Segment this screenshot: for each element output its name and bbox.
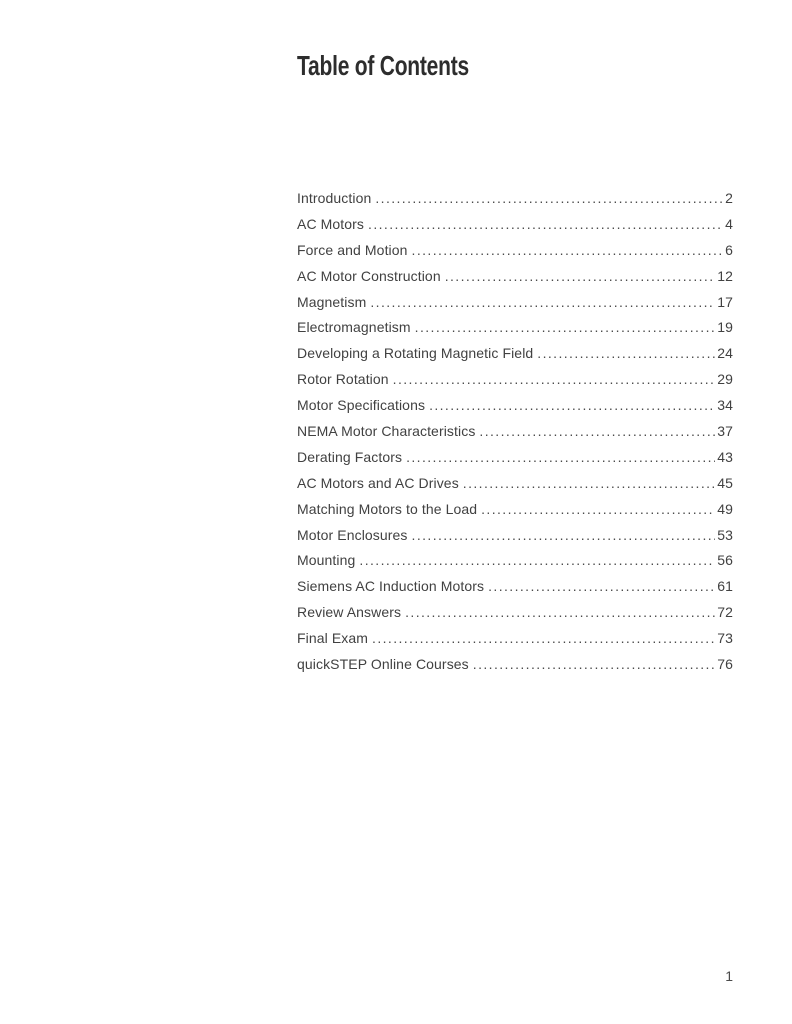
page-title: Table of Contents xyxy=(297,50,469,81)
toc-entry-title: Developing a Rotating Magnetic Field xyxy=(297,345,534,362)
dot-leader xyxy=(463,475,715,491)
toc-entry-title: Rotor Rotation xyxy=(297,371,389,388)
toc-entry-page: 72 xyxy=(717,604,733,621)
dot-leader xyxy=(445,268,716,284)
dot-leader xyxy=(488,578,715,594)
toc-entry-page: 2 xyxy=(725,190,733,206)
dot-leader xyxy=(479,423,715,439)
toc-entry-page: 34 xyxy=(717,397,733,414)
dot-leader xyxy=(368,216,723,232)
page-number: 1 xyxy=(725,968,733,984)
toc-entry-title: Motor Specifications xyxy=(297,397,426,414)
toc-entry-title: Force and Motion xyxy=(297,241,408,258)
toc-entry-page: 43 xyxy=(717,448,733,465)
dot-leader xyxy=(370,294,715,310)
toc-entry-title: Electromagnetism xyxy=(297,319,411,336)
toc-entry xyxy=(297,216,733,242)
dot-leader xyxy=(473,656,715,672)
dot-leader xyxy=(412,242,724,258)
toc-entry xyxy=(297,268,733,294)
dot-leader xyxy=(481,501,715,517)
dot-leader xyxy=(359,552,715,568)
dot-leader xyxy=(429,397,715,413)
toc-entry-title: Magnetism xyxy=(297,293,367,310)
toc-entry-page: 37 xyxy=(717,423,733,440)
toc-entry-title: Mounting xyxy=(297,552,356,569)
toc-entry xyxy=(297,397,733,423)
toc-entry-page: 17 xyxy=(717,293,733,310)
toc-entry-title: AC Motors and AC Drives xyxy=(297,474,459,491)
toc-entry-title: Final Exam xyxy=(297,630,369,647)
toc-entry-page: 19 xyxy=(717,319,733,336)
toc-entry-title: AC Motor Construction xyxy=(297,267,441,284)
toc-entry xyxy=(297,604,733,630)
toc-entry xyxy=(297,319,733,345)
toc-entry xyxy=(297,423,733,449)
toc-entry xyxy=(297,449,733,475)
toc-entry-page: 4 xyxy=(725,215,733,232)
toc-entry xyxy=(297,345,733,371)
toc-entry-title: AC Motors xyxy=(297,215,365,232)
dot-leader xyxy=(406,449,715,465)
toc-entry-page: 53 xyxy=(717,526,733,543)
toc-entry-page: 29 xyxy=(717,371,733,388)
toc-entry-page: 49 xyxy=(717,500,733,517)
toc-entry xyxy=(297,501,733,527)
toc-entry-page: 56 xyxy=(717,552,733,569)
toc-entry xyxy=(297,475,733,501)
toc-entry xyxy=(297,371,733,397)
toc-entry xyxy=(297,552,733,578)
toc-entry-page: 45 xyxy=(717,474,733,491)
toc-entry-page: 61 xyxy=(717,578,733,595)
toc-entry-title: Derating Factors xyxy=(297,448,403,465)
toc-entry xyxy=(297,630,733,656)
toc-entry-title: Siemens AC Induction Motors xyxy=(297,578,485,595)
toc-list xyxy=(297,190,733,682)
dot-leader xyxy=(415,319,716,335)
toc-entry-page: 73 xyxy=(717,630,733,647)
dot-leader xyxy=(412,527,716,543)
toc-entry-title: Motor Enclosures xyxy=(297,526,408,543)
dot-leader xyxy=(375,190,723,206)
toc-entry-title: NEMA Motor Characteristics xyxy=(297,423,476,440)
dot-leader xyxy=(537,345,715,361)
toc-entry xyxy=(297,656,733,682)
toc-entry xyxy=(297,578,733,604)
toc-entry-page: 24 xyxy=(717,345,733,362)
toc-entry xyxy=(297,190,733,216)
toc-entry-title: Matching Motors to the Load xyxy=(297,500,478,517)
dot-leader xyxy=(372,630,715,646)
toc-entry xyxy=(297,294,733,320)
toc-entry-page: 6 xyxy=(725,241,733,258)
dot-leader xyxy=(393,371,716,387)
toc-entry-title: Introduction xyxy=(297,190,372,206)
toc-entry-page: 12 xyxy=(717,267,733,284)
toc-entry-title: quickSTEP Online Courses xyxy=(297,656,469,673)
toc-entry-page: 76 xyxy=(717,656,733,673)
toc-entry-title: Review Answers xyxy=(297,604,402,621)
dot-leader xyxy=(405,604,715,620)
toc-entry xyxy=(297,242,733,268)
toc-entry xyxy=(297,527,733,553)
